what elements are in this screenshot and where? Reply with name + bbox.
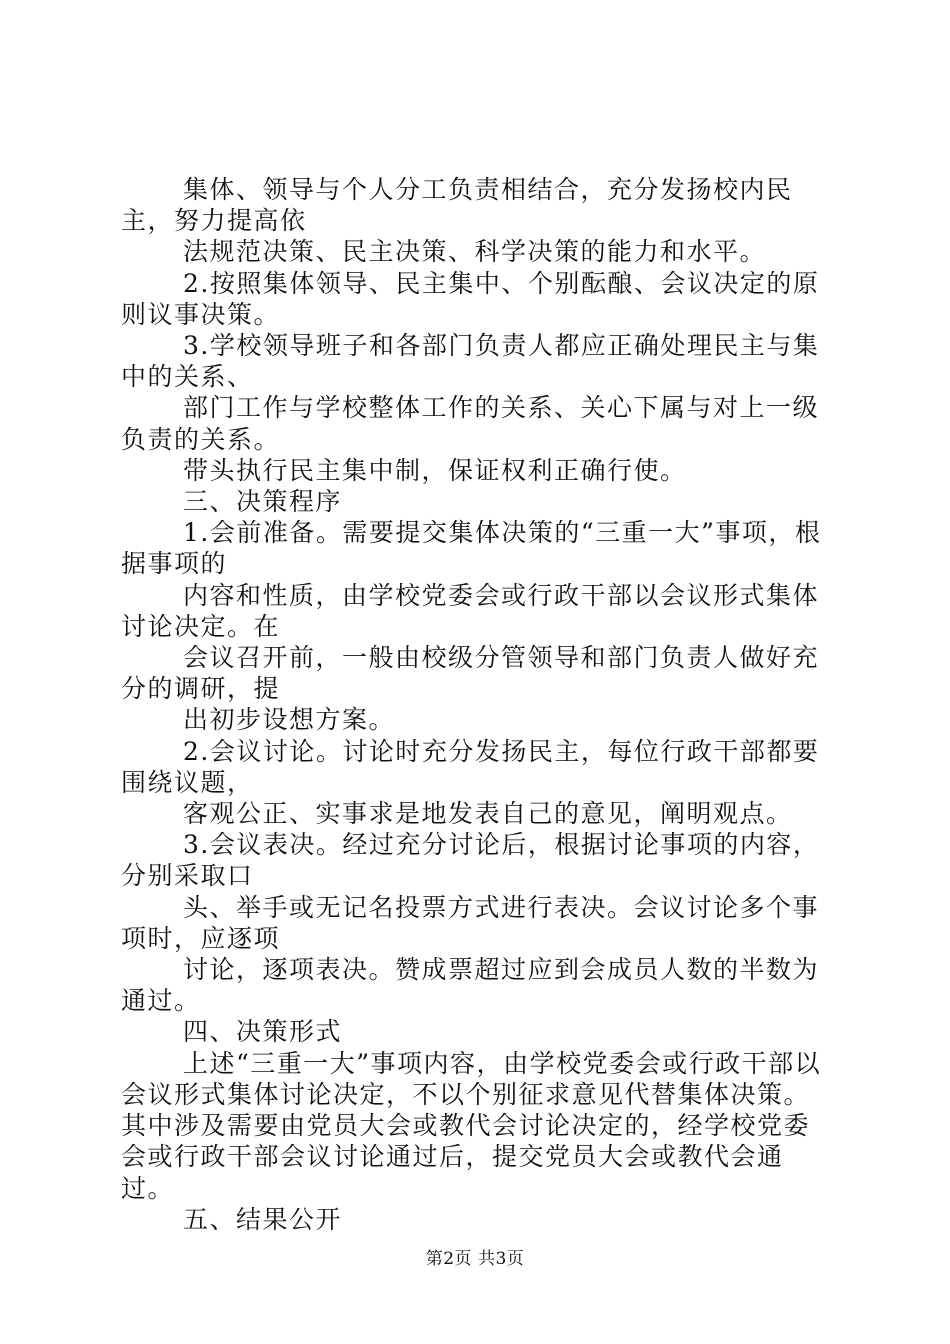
page-number-footer: 第2页 共3页: [425, 1249, 525, 1269]
paragraph: 2.会议讨论。讨论时充分发扬民主，每位行政干部都要围绕议题，: [121, 736, 820, 797]
paragraph: 出初步设想方案。: [183, 705, 396, 735]
paragraph: 集体、领导与个人分工负责相结合，充分发扬校内民主，努力提高依: [121, 175, 793, 236]
paragraph: 上述“三重一大”事项内容，由学校党委会或行政干部以会议形式集体讨论决定，不以个别征求意见代替集体决策。其中涉及需要由党员大会或教代会讨论决定的，经学校党委会或行政干部会议讨论通过后，提交党员大会或教代会通过。: [121, 1048, 822, 1203]
paragraph: 客观公正、实事求是地发表自己的意见，阐明观点。: [183, 799, 793, 829]
section-heading: 五、结果公开: [183, 1204, 343, 1234]
paragraph: 带头执行民主集中制，保证权利正确行使。: [183, 455, 687, 485]
paragraph: 1.会前准备。需要提交集体决策的“三重一大”事项，根据事项的: [121, 518, 822, 579]
paragraph: 3.学校领导班子和各部门负责人都应正确处理民主与集中的关系、: [121, 331, 820, 392]
document-body: [121, 174, 833, 1235]
paragraph: 会议召开前，一般由校级分管领导和部门负责人做好充分的调研，提: [121, 643, 820, 704]
section-heading: 四、决策形式: [183, 1017, 343, 1047]
paragraph: 部门工作与学校整体工作的关系、关心下属与对上一级负责的关系。: [121, 393, 820, 454]
paragraph: 讨论，逐项表决。赞成票超过应到会成员人数的半数为通过。: [121, 955, 820, 1016]
paragraph: 内容和性质，由学校党委会或行政干部以会议形式集体讨论决定。在: [121, 580, 820, 641]
paragraph: 法规范决策、民主决策、科学决策的能力和水平。: [183, 237, 767, 267]
section-heading: 三、决策程序: [183, 487, 343, 517]
paragraph: 2.按照集体领导、民主集中、个别酝酿、会议决定的原则议事决策。: [121, 268, 820, 329]
paragraph: 头、举手或无记名投票方式进行表决。会议讨论多个事项时，应逐项: [121, 892, 820, 953]
paragraph: 3.会议表决。经过充分讨论后，根据讨论事项的内容，分别采取口: [121, 830, 820, 891]
